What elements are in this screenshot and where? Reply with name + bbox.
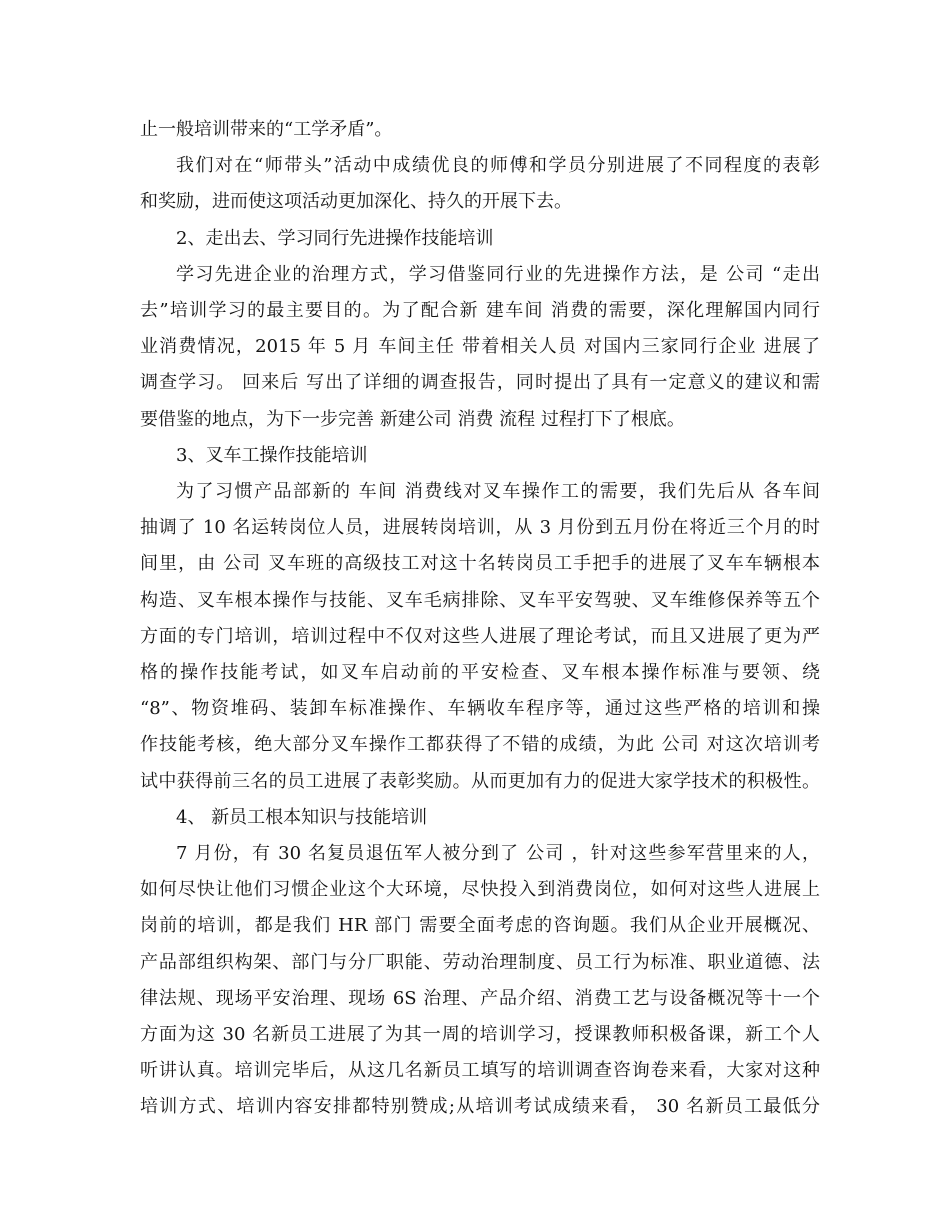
text-line: 如何尽快让他们习惯企业这个大环境，尽快投入到消费岗位，如何对这些人进展上 [140, 879, 820, 901]
text-line: 2、走出去、学习同行先进操作技能培训 [176, 227, 494, 249]
text-line: 方面的专门培训，培训过程中不仅对这些人进展了理论考试，而且又进展了更为严 [140, 625, 820, 647]
text-line: 岗前的培训，都是我们 HR 部门 需要全面考虑的咨询题。我们从企业开展概况、 [140, 915, 820, 937]
text-line: 抽调了 10 名运转岗位人员，进展转岗培训，从 3 月份到五月份在将近三个月的时 [140, 517, 820, 539]
text-line: 试中获得前三名的员工进展了表彰奖励。从而更加有力的促进大家学技术的积极性。 [140, 770, 820, 792]
text-line: 产品部组织构架、部门与分厂职能、劳动治理制度、员工行为标准、职业道德、法 [140, 951, 820, 973]
text-line: 听讲认真。培训完毕后，从这几名新员工填写的培训调查咨询卷来看，大家对这种 [140, 1060, 820, 1082]
text-line: 和奖励，进而使这项活动更加深化、持久的开展下去。 [140, 191, 572, 213]
text-line: 4、 新员工根本知识与技能培训 [176, 806, 428, 828]
text-line: 方面为这 30 名新员工进展了为其一周的培训学习，授课教师积极备课，新工个人 [140, 1024, 820, 1045]
text-line: 调查学习。 回来后 写出了详细的调查报告，同时提出了具有一定意义的建议和需 [140, 372, 820, 394]
text-line: 构造、叉车根本操作与技能、叉车毛病排除、叉车平安驾驶、叉车维修保养等五个 [140, 589, 820, 611]
text-line: 培训方式、培训内容安排都特别赞成;从培训考试成绩来看， 30 名新员工最低分 [140, 1096, 820, 1118]
text-line: 作技能考核，绝大部分叉车操作工都获得了不错的成绩，为此 公司 对这次培训考 [140, 734, 820, 756]
text-line: 格的操作技能考试，如叉车启动前的平安检查、叉车根本操作标准与要领、绕 [140, 662, 820, 683]
text-line: 3、叉车工操作技能培训 [176, 444, 368, 466]
text-line: 间里，由 公司 叉车班的高级技工对这十名转岗员工手把手的进展了叉车车辆根本 [140, 553, 820, 575]
text-line: 7 月份，有 30 名复员退伍军人被分到了 公司 ，针对这些参军营里来的人， [176, 843, 820, 864]
text-line: 为了习惯产品部新的 车间 消费线对叉车操作工的需要，我们先后从 各车间 [176, 481, 820, 502]
text-line: 要借鉴的地点，为下一步完善 新建公司 消费 流程 过程打下了根底。 [140, 408, 685, 430]
text-line: “8”、物资堆码、装卸车标准操作、车辆收车程序等，通过这些严格的培训和操 [140, 698, 820, 720]
text-line: 业消费情况，2015 年 5 月 车间主任 带着相关人员 对国内三家同行企业 进展了 [140, 336, 820, 358]
text-line: 去”培训学习的最主要目的。为了配合新 建车间 消费的需要，深化理解国内同行 [140, 300, 820, 321]
text-line: 我们对在“师带头”活动中成绩优良的师傅和学员分别进展了不同程度的表彰 [176, 155, 820, 177]
text-line: 止一般培训带来的“工学矛盾”。 [140, 119, 393, 140]
text-line: 学习先进企业的治理方式，学习借鉴同行业的先进操作方法，是 公司 “走出 [176, 263, 820, 285]
text-line: 律法规、现场平安治理、现场 6S 治理、产品介绍、消费工艺与设备概况等十一个 [140, 987, 820, 1009]
